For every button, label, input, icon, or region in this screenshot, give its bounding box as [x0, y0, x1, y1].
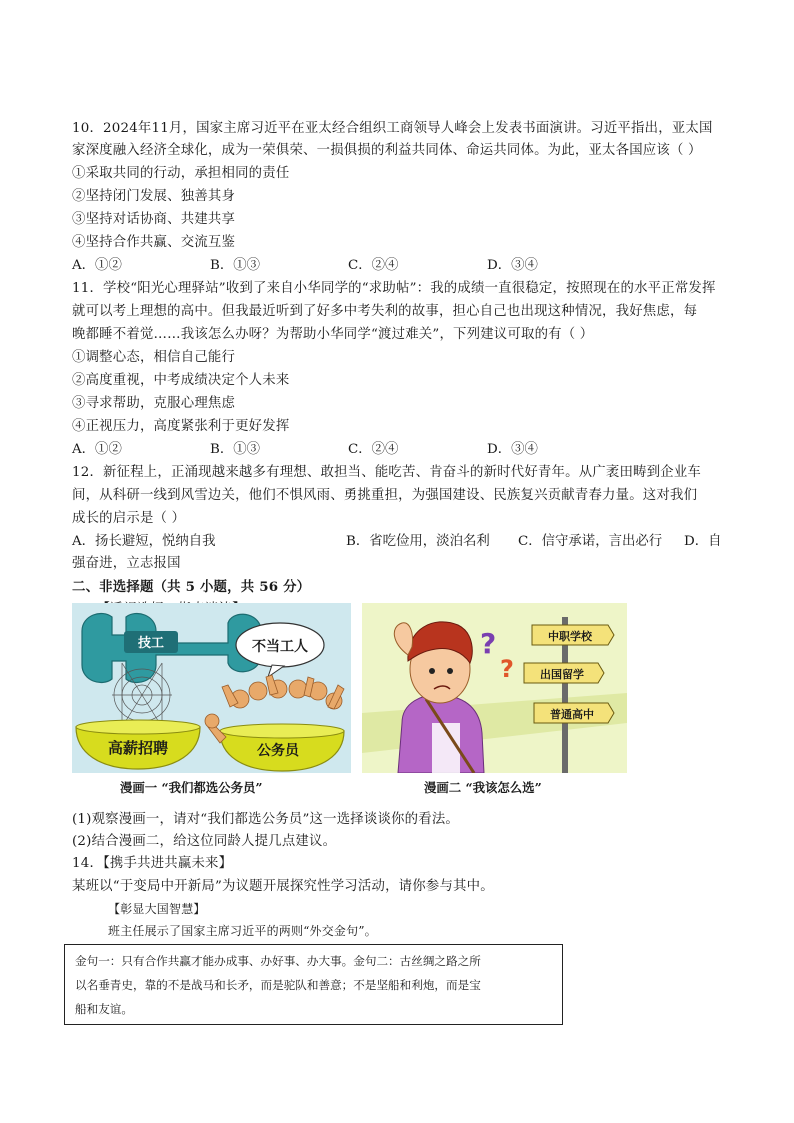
bowl-left-label: 高薪招聘 — [107, 739, 169, 757]
q10-item-2: ②坚持闭门发展、独善其身 — [72, 189, 236, 204]
q10-option-b[interactable]: B．①③ — [210, 258, 261, 273]
sign-high-school-label: 普通高中 — [550, 708, 594, 721]
q14-intro: 某班以“于变局中开新局”为议题开展探究性学习活动，请你参与其中。 — [72, 879, 494, 894]
cartoon-one — [72, 603, 351, 773]
q11-option-b[interactable]: B．①③ — [210, 442, 261, 457]
speech-bubble-text: 不当工人 — [252, 639, 308, 655]
cartoon-one-illustration — [72, 603, 351, 773]
sign-study-abroad-label: 出国留学 — [540, 668, 584, 681]
sign-vocational-label: 中职学校 — [548, 630, 592, 643]
q11-item-1: ①调整心态，相信自己能行 — [72, 350, 236, 365]
question-mark-icon: ? — [480, 627, 497, 660]
q10-stem-line1: 10．2024年11月，国家主席习近平在亚太经合组织工商领导人峰会上发表书面演讲。习近平指出，亚太国 — [72, 121, 713, 136]
q10-option-d[interactable]: D．③④ — [487, 258, 538, 273]
q12-option-d[interactable]: D．自 — [684, 534, 722, 549]
quote-line2: 以名垂青史，靠的不是战马和长矛，而是驼队和善意；不是坚船和利炮，而是宝 — [75, 978, 481, 992]
cartoon-one-caption: 漫画一 “我们都选公务员” — [120, 780, 263, 795]
q13-sub2: (2)结合漫画二，给这位同龄人提几点建议。 — [72, 834, 337, 849]
q11-option-c[interactable]: C．②④ — [348, 442, 399, 457]
q11-item-3: ③寻求帮助，克服心理焦虑 — [72, 396, 236, 411]
section-title: 二、非选择题（共 5 小题，共 56 分） — [72, 579, 311, 595]
q12-stem-line2: 间，从科研一线到风雪边关，他们不惧风雨、勇挑重担，为强国建设、民族复兴贡献青春力量。这对我们 — [72, 488, 698, 503]
q12-option-d-continued: 强奋进，立志报国 — [72, 556, 181, 571]
q12-stem-line1: 12．新征程上，正涌现越来越多有理想、敢担当、能吃苦、肯奋斗的新时代好青年。从广袤田畴到企业车 — [72, 465, 702, 480]
cartoon-two-caption: 漫画二 “我该怎么选” — [424, 780, 542, 795]
q14-subsection-intro: 班主任展示了国家主席习近平的两则“外交金句”。 — [108, 924, 377, 938]
q14-subsection-title: 【彰显大国智慧】 — [108, 902, 206, 916]
q10-item-4: ④坚持合作共赢、交流互鉴 — [72, 235, 236, 250]
q11-stem-line2: 就可以考上理想的高中。但我最近听到了好多中考失利的故事，担心自己也出现这种情况，我好焦虑，每 — [72, 304, 698, 319]
bowl-right-label: 公务员 — [257, 743, 299, 759]
cartoon-two — [362, 603, 627, 773]
q10-option-a[interactable]: A．①② — [72, 258, 122, 273]
q10-stem-line2: 家深度融入经济全球化，成为一荣俱荣、一损俱损的利益共同体、命运共同体。为此，亚太各国应该（ ） — [72, 143, 702, 158]
q12-option-c[interactable]: C．信守承诺，言出必行 — [518, 534, 663, 549]
q10-item-1: ①采取共同的行动，承担相同的责任 — [72, 166, 290, 181]
q12-option-b[interactable]: B．省吃俭用，淡泊名利 — [346, 534, 490, 549]
q14-title: 14．【携手共进共赢未来】 — [72, 856, 233, 871]
cartoon-two-illustration — [362, 603, 627, 773]
question-mark-icon-2: ? — [500, 655, 514, 683]
q13-sub1: (1)观察漫画一，请对“我们都选公务员”这一选择谈谈你的看法。 — [72, 812, 460, 827]
q11-option-a[interactable]: A．①② — [72, 442, 122, 457]
wrench-label: 技工 — [137, 636, 165, 651]
quote-box — [64, 944, 563, 1025]
q11-stem-line1: 11．学校“阳光心理驿站”收到了来自小华同学的“求助帖”：我的成绩一直很稳定，按照现在的水平正常发挥 — [72, 281, 716, 296]
q11-option-d[interactable]: D．③④ — [487, 442, 538, 457]
q12-stem-line3: 成长的启示是（ ） — [72, 511, 186, 526]
q12-option-a[interactable]: A．扬长避短，悦纳自我 — [72, 534, 216, 549]
quote-line1: 金句一：只有合作共赢才能办成事、办好事、办大事。金句二：古丝绸之路之所 — [75, 954, 481, 968]
quote-line3: 船和友谊。 — [75, 1002, 133, 1016]
q10-item-3: ③坚持对话协商、共建共享 — [72, 212, 236, 227]
q11-stem-line3: 晚都睡不着觉……我该怎么办呀？为帮助小华同学“渡过难关”，下列建议可取的有（ ） — [72, 327, 594, 342]
q10-option-c[interactable]: C．②④ — [348, 258, 399, 273]
q11-item-2: ②高度重视，中考成绩决定个人未来 — [72, 373, 290, 388]
q11-item-4: ④正视压力，高度紧张利于更好发挥 — [72, 419, 290, 434]
